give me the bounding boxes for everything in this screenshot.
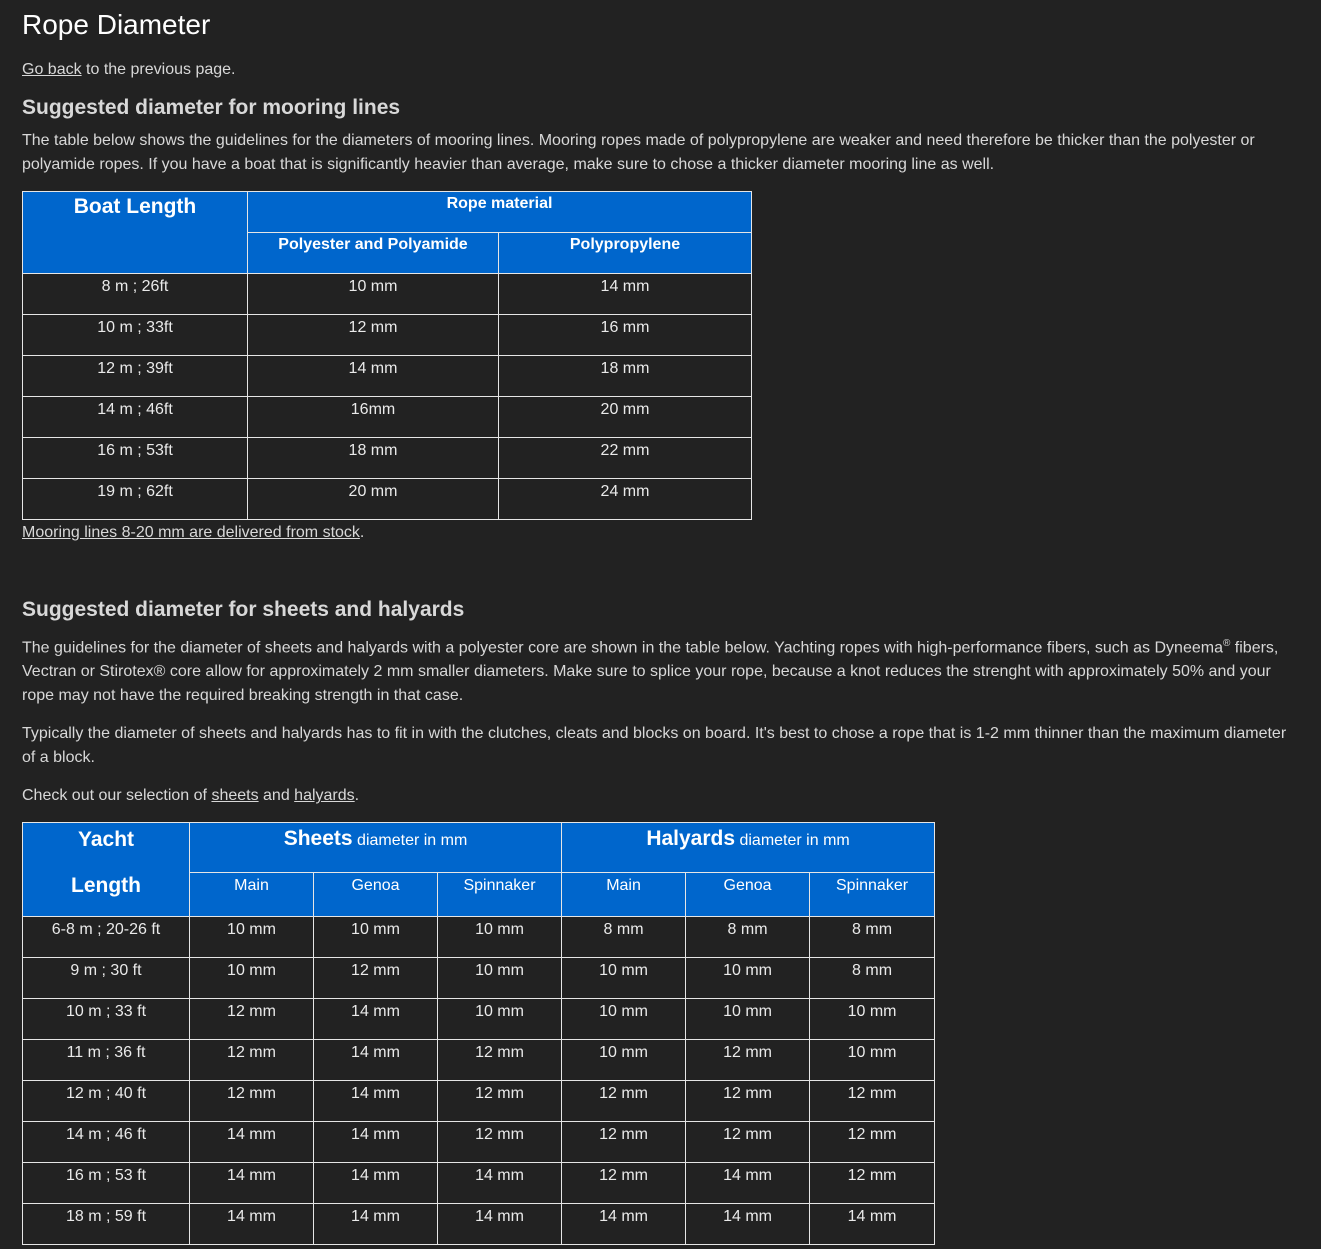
sheets-rows xyxy=(23,917,935,1245)
cell-value: 12 mm xyxy=(562,1081,686,1122)
cell-polyester: 18 mm xyxy=(248,438,499,479)
cell-value: 8 mm xyxy=(810,958,935,999)
sheets-title: Sheets xyxy=(283,827,353,851)
cell-value: 14 mm xyxy=(314,1040,438,1081)
yacht-line1: Yacht xyxy=(77,828,135,852)
cell-length: 16 m ; 53 ft xyxy=(23,1163,190,1204)
cell-length: 12 m ; 40 ft xyxy=(23,1081,190,1122)
col-polypropylene: Polypropylene xyxy=(499,233,752,274)
cell-polyester: 14 mm xyxy=(248,356,499,397)
cell-value: 12 mm xyxy=(438,1122,562,1163)
check-and: and xyxy=(258,787,295,805)
cell-value: 14 mm xyxy=(438,1163,562,1204)
sub-col-sheets-genoa: Genoa xyxy=(314,873,438,917)
sheets-para2: Typically the diameter of sheets and halyards has to fit in with the clutches, cleats and blocks on board. It's best to chose a rope that is 1-2 mm thinner than the maximum diameter of a block. xyxy=(22,725,1287,767)
cell-value: 10 mm xyxy=(438,958,562,999)
go-back-suffix: to the previous page. xyxy=(81,61,236,78)
sheets-intro-part2: fibers, Vectran or Stirotex® core allow for approximately 2 mm smaller diameters. Make sure to splice your rope, because a knot reduces the strenght with approximately 50% and your rope may not have the required breaking strength in that case. xyxy=(22,639,1279,705)
cell-length: 8 m ; 26ft xyxy=(23,274,248,315)
stock-suffix: . xyxy=(359,524,365,541)
sub-col-sheets-spinnaker: Spinnaker xyxy=(438,873,562,917)
sub-col-halyards-genoa: Genoa xyxy=(686,873,810,917)
cell-value: 14 mm xyxy=(314,1081,438,1122)
go-back-line xyxy=(22,58,1299,82)
table-row xyxy=(23,1163,935,1204)
cell-value: 12 mm xyxy=(190,1081,314,1122)
cell-length: 10 m ; 33ft xyxy=(23,315,248,356)
cell-value: 8 mm xyxy=(686,917,810,958)
col-yacht-length xyxy=(23,823,190,917)
cell-value: 10 mm xyxy=(810,1040,935,1081)
cell-value: 12 mm xyxy=(686,1081,810,1122)
cell-value: 10 mm xyxy=(562,1040,686,1081)
cell-value: 10 mm xyxy=(190,917,314,958)
table-row xyxy=(23,958,935,999)
cell-value: 14 mm xyxy=(314,999,438,1040)
cell-value: 12 mm xyxy=(190,1040,314,1081)
cell-value: 12 mm xyxy=(314,958,438,999)
sub-col-sheets-main: Main xyxy=(190,873,314,917)
mooring-heading: Suggested diameter for mooring lines xyxy=(22,96,401,119)
mooring-rows xyxy=(23,274,752,520)
cell-value: 12 mm xyxy=(562,1163,686,1204)
cell-value: 14 mm xyxy=(314,1122,438,1163)
cell-length: 16 m ; 53ft xyxy=(23,438,248,479)
sheets-table xyxy=(22,822,935,1245)
halyards-subtitle: diameter in mm xyxy=(735,832,850,850)
cell-polyester: 12 mm xyxy=(248,315,499,356)
cell-polyester: 10 mm xyxy=(248,274,499,315)
cell-value: 12 mm xyxy=(810,1081,935,1122)
col-polyester: Polyester and Polyamide xyxy=(248,233,499,274)
page-title: Rope Diameter xyxy=(22,9,211,40)
cell-length: 19 m ; 62ft xyxy=(23,479,248,520)
table-row xyxy=(23,1081,935,1122)
cell-polypropylene: 20 mm xyxy=(499,397,752,438)
cell-polyester: 20 mm xyxy=(248,479,499,520)
cell-length: 6-8 m ; 20-26 ft xyxy=(23,917,190,958)
cell-length: 18 m ; 59 ft xyxy=(23,1204,190,1245)
check-line xyxy=(22,784,1299,808)
cell-value: 12 mm xyxy=(686,1122,810,1163)
cell-length: 10 m ; 33 ft xyxy=(23,999,190,1040)
table-row xyxy=(23,1040,935,1081)
table-row xyxy=(23,999,935,1040)
sheets-link[interactable]: sheets xyxy=(211,787,259,805)
cell-value: 14 mm xyxy=(190,1122,314,1163)
cell-value: 14 mm xyxy=(438,1204,562,1245)
cell-length: 11 m ; 36 ft xyxy=(23,1040,190,1081)
table-row xyxy=(23,479,752,520)
cell-value: 8 mm xyxy=(562,917,686,958)
table-row xyxy=(23,274,752,315)
table-row xyxy=(23,1204,935,1245)
table-row xyxy=(23,1122,935,1163)
cell-value: 10 mm xyxy=(810,999,935,1040)
go-back-link[interactable]: Go back xyxy=(22,61,82,78)
cell-value: 12 mm xyxy=(810,1122,935,1163)
check-suffix: . xyxy=(354,787,360,805)
cell-value: 12 mm xyxy=(562,1122,686,1163)
cell-polypropylene: 22 mm xyxy=(499,438,752,479)
sheets-subtitle: diameter in mm xyxy=(352,832,468,850)
cell-value: 14 mm xyxy=(314,1204,438,1245)
cell-value: 14 mm xyxy=(314,1163,438,1204)
sheets-intro-part1: The guidelines for the diameter of sheets and halyards with a polyester core are shown in the table below. Yachting ropes with high-performance fibers, such as Dyneema xyxy=(22,639,1223,657)
cell-length: 14 m ; 46ft xyxy=(23,397,248,438)
cell-value: 14 mm xyxy=(686,1163,810,1204)
cell-value: 10 mm xyxy=(438,917,562,958)
table-row xyxy=(23,315,752,356)
table-row xyxy=(23,438,752,479)
stock-link[interactable]: Mooring lines 8-20 mm are delivered from stock xyxy=(22,524,360,541)
mooring-intro: The table below shows the guidelines for the diameters of mooring lines. Mooring ropes made of polypropylene are weaker and need therefore be thicker than the polyester or polyamide ropes. If you have a boat that is significantly heavier than average, make sure to chose a thicker diameter mooring line as well. xyxy=(22,132,1255,173)
cell-value: 12 mm xyxy=(190,999,314,1040)
cell-value: 14 mm xyxy=(190,1204,314,1245)
cell-value: 10 mm xyxy=(686,999,810,1040)
cell-value: 12 mm xyxy=(686,1040,810,1081)
registered-mark: ® xyxy=(1222,638,1231,649)
cell-value: 12 mm xyxy=(810,1163,935,1204)
cell-value: 12 mm xyxy=(438,1081,562,1122)
cell-length: 12 m ; 39ft xyxy=(23,356,248,397)
mooring-table xyxy=(22,191,752,520)
cell-value: 14 mm xyxy=(810,1204,935,1245)
cell-value: 8 mm xyxy=(810,917,935,958)
cell-polypropylene: 16 mm xyxy=(499,315,752,356)
cell-polyester: 16mm xyxy=(248,397,499,438)
sheets-heading: Suggested diameter for sheets and halyards xyxy=(22,598,465,621)
cell-value: 14 mm xyxy=(562,1204,686,1245)
col-halyards xyxy=(562,823,935,873)
cell-value: 10 mm xyxy=(314,917,438,958)
sub-col-halyards-spinnaker: Spinnaker xyxy=(810,873,935,917)
cell-length: 9 m ; 30 ft xyxy=(23,958,190,999)
col-boat-length: Boat Length xyxy=(23,192,248,274)
sheets-intro xyxy=(22,632,1298,708)
cell-value: 10 mm xyxy=(686,958,810,999)
table-row xyxy=(23,917,935,958)
cell-polypropylene: 24 mm xyxy=(499,479,752,520)
cell-value: 10 mm xyxy=(438,999,562,1040)
check-prefix: Check out our selection of xyxy=(22,787,212,805)
cell-polypropylene: 18 mm xyxy=(499,356,752,397)
yacht-line2: Length xyxy=(71,874,141,898)
cell-value: 12 mm xyxy=(438,1040,562,1081)
cell-value: 14 mm xyxy=(686,1204,810,1245)
stock-line xyxy=(22,521,1299,545)
cell-length: 14 m ; 46 ft xyxy=(23,1122,190,1163)
cell-value: 10 mm xyxy=(562,958,686,999)
cell-value: 10 mm xyxy=(190,958,314,999)
halyards-title: Halyards xyxy=(646,827,736,851)
table-row xyxy=(23,397,752,438)
col-sheets xyxy=(190,823,562,873)
cell-polypropylene: 14 mm xyxy=(499,274,752,315)
col-rope-material: Rope material xyxy=(248,192,752,233)
halyards-link[interactable]: halyards xyxy=(294,787,355,805)
sub-col-halyards-main: Main xyxy=(562,873,686,917)
cell-value: 14 mm xyxy=(190,1163,314,1204)
table-row xyxy=(23,356,752,397)
cell-value: 10 mm xyxy=(562,999,686,1040)
